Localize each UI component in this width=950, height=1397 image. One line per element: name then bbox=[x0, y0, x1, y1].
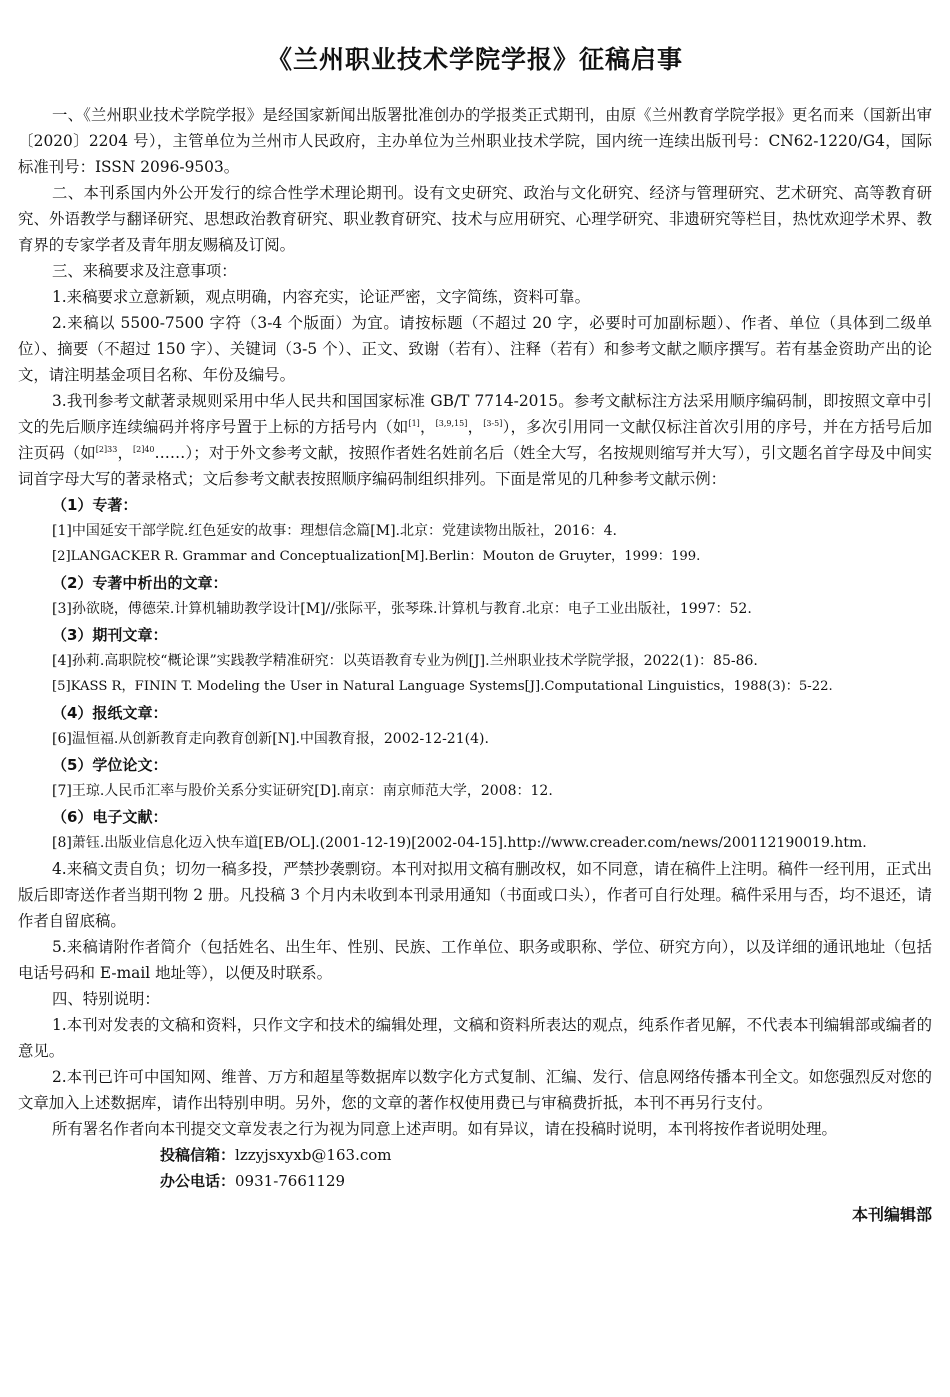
citation-sup: [1] bbox=[408, 419, 420, 428]
reference-item: [7]王琼.人民币汇率与股价关系分实证研究[D].南京：南京师范大学，2008：12. bbox=[52, 783, 553, 799]
phone-value: 0931-7661129 bbox=[235, 1172, 346, 1190]
reference-item: [6]温恒福.从创新教育走向教育创新[N].中国教育报，2002-12-21(4). bbox=[52, 731, 489, 747]
reference-item: [1]中国延安干部学院.红色延安的故事：理想信念篇[M].北京：党建读物出版社，2016：4. bbox=[52, 523, 617, 539]
requirement-3: 3.我刊参考文献著录规则采用中华人民共和国国家标准 GB/T 7714-2015。参考文献标注方法采用顺序编码制，即按照文章中引文的先后顺序连续编码并将序号置于上标的方括号内（如[1]，[3,9,15]，[3-5]），多次引用同一文献仅标注首次引用的序号，并在方括号后加注页码（如$^{[2]33}$，$^{[2]40}$……）；对于外文参考文献，按照作者姓名姓前名后（姓全大写，名按规则缩写并大写），引文题名首字母及中间实词首字母大写的著录格式；文后参考文献表按照顺序编码制组织排列。下面是常见的几种参考文献示例： bbox=[18, 392, 932, 488]
reference-item: [4]孙莉.高职院校“概论课”实践教学精准研究：以英语教育专业为例[J].兰州职业技术学院学报，2022(1)：85-86. bbox=[52, 653, 758, 669]
citation-sup: [3-5] bbox=[483, 419, 503, 428]
intro-paragraph: 一、《兰州职业技术学院学报》是经国家新闻出版署批准创办的学报类正式期刊，由原《兰州教育学院学报》更名而来（国新出审〔2020〕2204 号），主管单位为兰州市人民政府，主办单位为兰州职业技术学院，国内统一连续出版刊号：CN62-1220/G4，国际标准刊号：ISSN 2096-9503。 bbox=[18, 106, 932, 176]
ref-group-heading: （4）报纸文章： bbox=[52, 704, 168, 722]
requirement-5: 5.来稿请附作者简介（包括姓名、出生年、性别、民族、工作单位、职务或职称、学位、研究方向），以及详细的通讯地址（包括电话号码和 E-mail 地址等），以便及时联系。 bbox=[18, 938, 932, 982]
email-value[interactable]: lzzyjsxyxb@163.com bbox=[235, 1146, 392, 1164]
phone-label: 办公电话： bbox=[160, 1172, 236, 1190]
reference-item: [5]KASS R，FININ T. Modeling the User in Natural Language Systems[J].Computational Linguistics，1988(3)：5-22. bbox=[52, 679, 833, 694]
columns-paragraph: 二、本刊系国内外公开发行的综合性学术理论期刊。设有文史研究、政治与文化研究、经济与管理研究、艺术研究、高等教育研究、外语教学与翻译研究、思想政治教育研究、职业教育研究、技术与应用研究、心理学研究、非遗研究等栏目，热忱欢迎学术界、教育界的专家学者及青年朋友赐稿及订阅。 bbox=[18, 184, 932, 254]
reference-item: [8]萧钰.出版业信息化迈入快车道[EB/OL].(2001-12-19)[2002-04-15].http://www.creader.com/news/200112190019.htm. bbox=[52, 835, 867, 851]
ref-group-heading: （1）专著： bbox=[52, 496, 138, 514]
closing-statement: 所有署名作者向本刊提交文章发表之行为视为同意上述声明。如有异议，请在投稿时说明，本刊将按作者说明处理。 bbox=[52, 1120, 837, 1138]
citation-sup: [2]40 bbox=[133, 445, 155, 454]
requirements-heading: 三、来稿要求及注意事项： bbox=[52, 262, 237, 280]
reference-item: [2]LANGACKER R. Grammar and Conceptualization[M].Berlin：Mouton de Gruyter，1999：199. bbox=[52, 549, 701, 564]
ref-group-heading: （5）学位论文： bbox=[52, 756, 168, 774]
requirement-1: 1.来稿要求立意新颖，观点明确，内容充实，论证严密，文字简练，资料可靠。 bbox=[52, 288, 590, 306]
editorial-signature: 本刊编辑部 bbox=[851, 1205, 932, 1224]
contact-email bbox=[160, 1142, 932, 1168]
ref-group-heading: （3）期刊文章： bbox=[52, 626, 168, 644]
citation-sup: [3,9,15] bbox=[435, 419, 468, 428]
reference-item: [3]孙欲晓，傅德荣.计算机辅助教学设计[M]//张际平，张琴珠.计算机与教育.北京：电子工业出版社，1997：52. bbox=[52, 601, 752, 617]
notice-body bbox=[18, 102, 932, 1228]
contact-phone bbox=[160, 1168, 932, 1194]
special-notes-heading: 四、特别说明： bbox=[52, 990, 160, 1008]
ref-group-heading: （2）专著中析出的文章： bbox=[52, 574, 228, 592]
ref-group-heading: （6）电子文献： bbox=[52, 808, 168, 826]
page-title: 《兰州职业技术学院学报》征稿启事 bbox=[266, 45, 683, 74]
special-note-1: 1.本刊对发表的文稿和资料，只作文字和技术的编辑处理，文稿和资料所表达的观点，纯系作者见解，不代表本刊编辑部或编者的意见。 bbox=[18, 1016, 932, 1060]
requirement-4: 4.来稿文责自负；切勿一稿多投，严禁抄袭剽窃。本刊对拟用文稿有删改权，如不同意，请在稿件上注明。稿件一经刊用，正式出版后即寄送作者当期刊物 2 册。凡投稿 3 个月内未收到本刊录用通知（书面或口头），作者可自行处理。稿件采用与否，均不退还，请作者自留底稿。 bbox=[18, 860, 932, 930]
citation-sup: [2]33 bbox=[95, 445, 118, 454]
email-label: 投稿信箱： bbox=[160, 1146, 236, 1164]
requirement-2: 2.来稿以 5500-7500 字符（3-4 个版面）为宜。请按标题（不超过 20 字，必要时可加副标题）、作者、单位（具体到二级单位）、摘要（不超过 150 字）、关键词（3-5 个）、正文、致谢（若有）、注释（若有）和参考文献之顺序撰写。若有基金资助产出的论文，请注明基金项目名称、年份及编号。 bbox=[18, 314, 932, 384]
special-note-2: 2.本刊已许可中国知网、维普、万方和超星等数据库以数字化方式复制、汇编、发行、信息网络传播本刊全文。如您强烈反对您的文章加入上述数据库，请作出特别申明。另外，您的文章的著作权使用费已与审稿费折抵，本刊不再另行支付。 bbox=[18, 1068, 932, 1112]
